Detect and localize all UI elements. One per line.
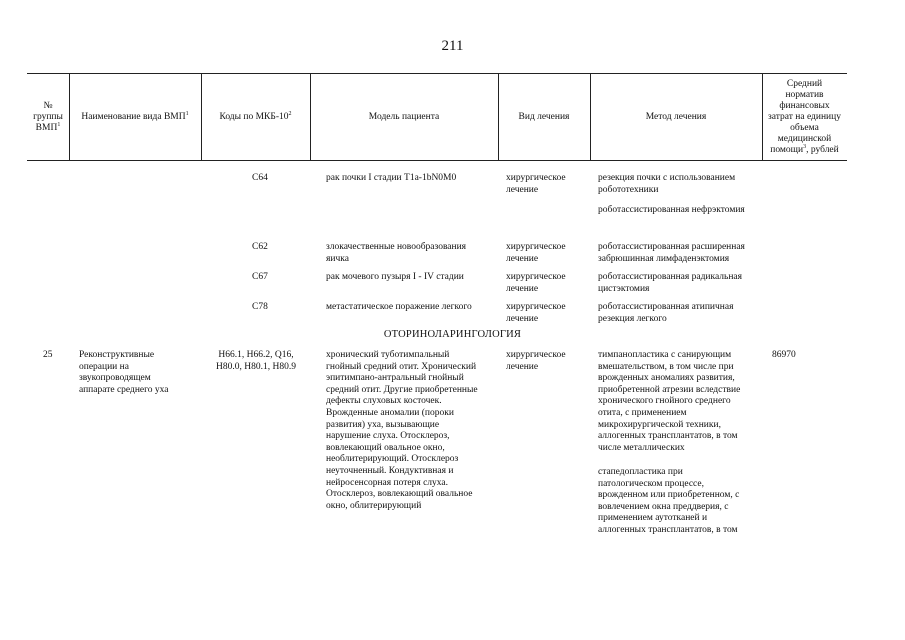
treatment-method-cell: роботассистированная радикальная цистэктомия: [598, 272, 743, 294]
header-patient-model: Модель пациента: [368, 111, 440, 122]
header-group-number: № группы ВМП$^1$: [33, 100, 63, 133]
header-cost-norm: Средний норматив финансовых затрат на единицу объема медицинской помощи$^3$, рублей: [768, 78, 841, 155]
group-number-cell: 25: [43, 350, 53, 360]
page-number: 211: [441, 38, 464, 54]
header-treatment-type: Вид лечения: [518, 111, 570, 122]
cost-norm-cell: 86970: [772, 350, 796, 360]
icd-code-cell: H66.1, H66.2, Q16, H80.0, H80.1, H80.9: [216, 350, 296, 372]
patient-model-cell: рак мочевого пузыря I - IV стадии: [326, 272, 464, 282]
icd-code-cell: C67: [252, 272, 268, 282]
treatment-type-cell: хирургическое лечение: [506, 272, 566, 294]
section-title: ОТОРИНОЛАРИНГОЛОГИЯ: [383, 329, 522, 340]
table-header: [27, 73, 847, 161]
patient-model-cell: хронический туботимпальный гнойный средний отит. Хронический эпитимпано-антральный гнойный средний отит. Другие приобретенные дефекты слуховых косточек. Врожденные аномалии (пороки развития) уха, вызывающие нарушение слуха. Отосклероз, вовлекающий овальное окно, необлитерирующий. Отосклероз неуточненный. Кондуктивная и нейросенсорная потеря слуха. Отосклероз, вовлекающий овальное окно, облитерирующий: [326, 350, 478, 511]
patient-model-cell: метастатическое поражение легкого: [326, 302, 472, 312]
treatment-method-cell: стапедопластика при патологическом процессе, врожденном или приобретенном, с вовлечением окна преддверия, с применением аутотканей и аллогенных трансплантатов, в том: [598, 467, 740, 535]
patient-model-cell: рак почки I стадии T1a-1bN0M0: [326, 173, 457, 183]
icd-code-cell: C62: [252, 242, 268, 252]
vmp-name-cell: Реконструктивные операции на звукопроводящем аппарате среднего уха: [79, 350, 169, 395]
patient-model-cell: злокачественные новообразования яичка: [326, 242, 467, 264]
treatment-method-cell: роботассистированная нефрэктомия: [598, 205, 745, 215]
treatment-type-cell: хирургическое лечение: [506, 350, 566, 372]
header-icd-codes: Коды по МКБ-$10^2$: [219, 110, 292, 122]
icd-code-cell: C64: [252, 173, 268, 183]
icd-code-cell: C78: [252, 302, 268, 312]
treatment-type-cell: хирургическое лечение: [506, 173, 566, 195]
header-vmp-name: Наименование вида ВМП$^1$: [81, 110, 189, 122]
treatment-method-cell: резекция почки с использованием робототехники: [598, 173, 736, 195]
treatment-method-cell: тимпанопластика с санирующим вмешательством, в том числе при врожденных аномалиях развития, приобретенной атрезии вследствие хронического гнойного среднего отита, с применением микрохирургической техники, аллогенных трансплантатов, в том числе металлических: [598, 350, 741, 453]
treatment-type-cell: хирургическое лечение: [506, 242, 566, 264]
header-treatment-method: Метод лечения: [645, 111, 707, 122]
treatment-method-cell: роботассистированная расширенная забрюшинная лимфаденэктомия: [598, 242, 745, 264]
treatment-type-cell: хирургическое лечение: [506, 302, 566, 324]
treatment-method-cell: роботассистированная атипичная резекция легкого: [598, 302, 734, 324]
